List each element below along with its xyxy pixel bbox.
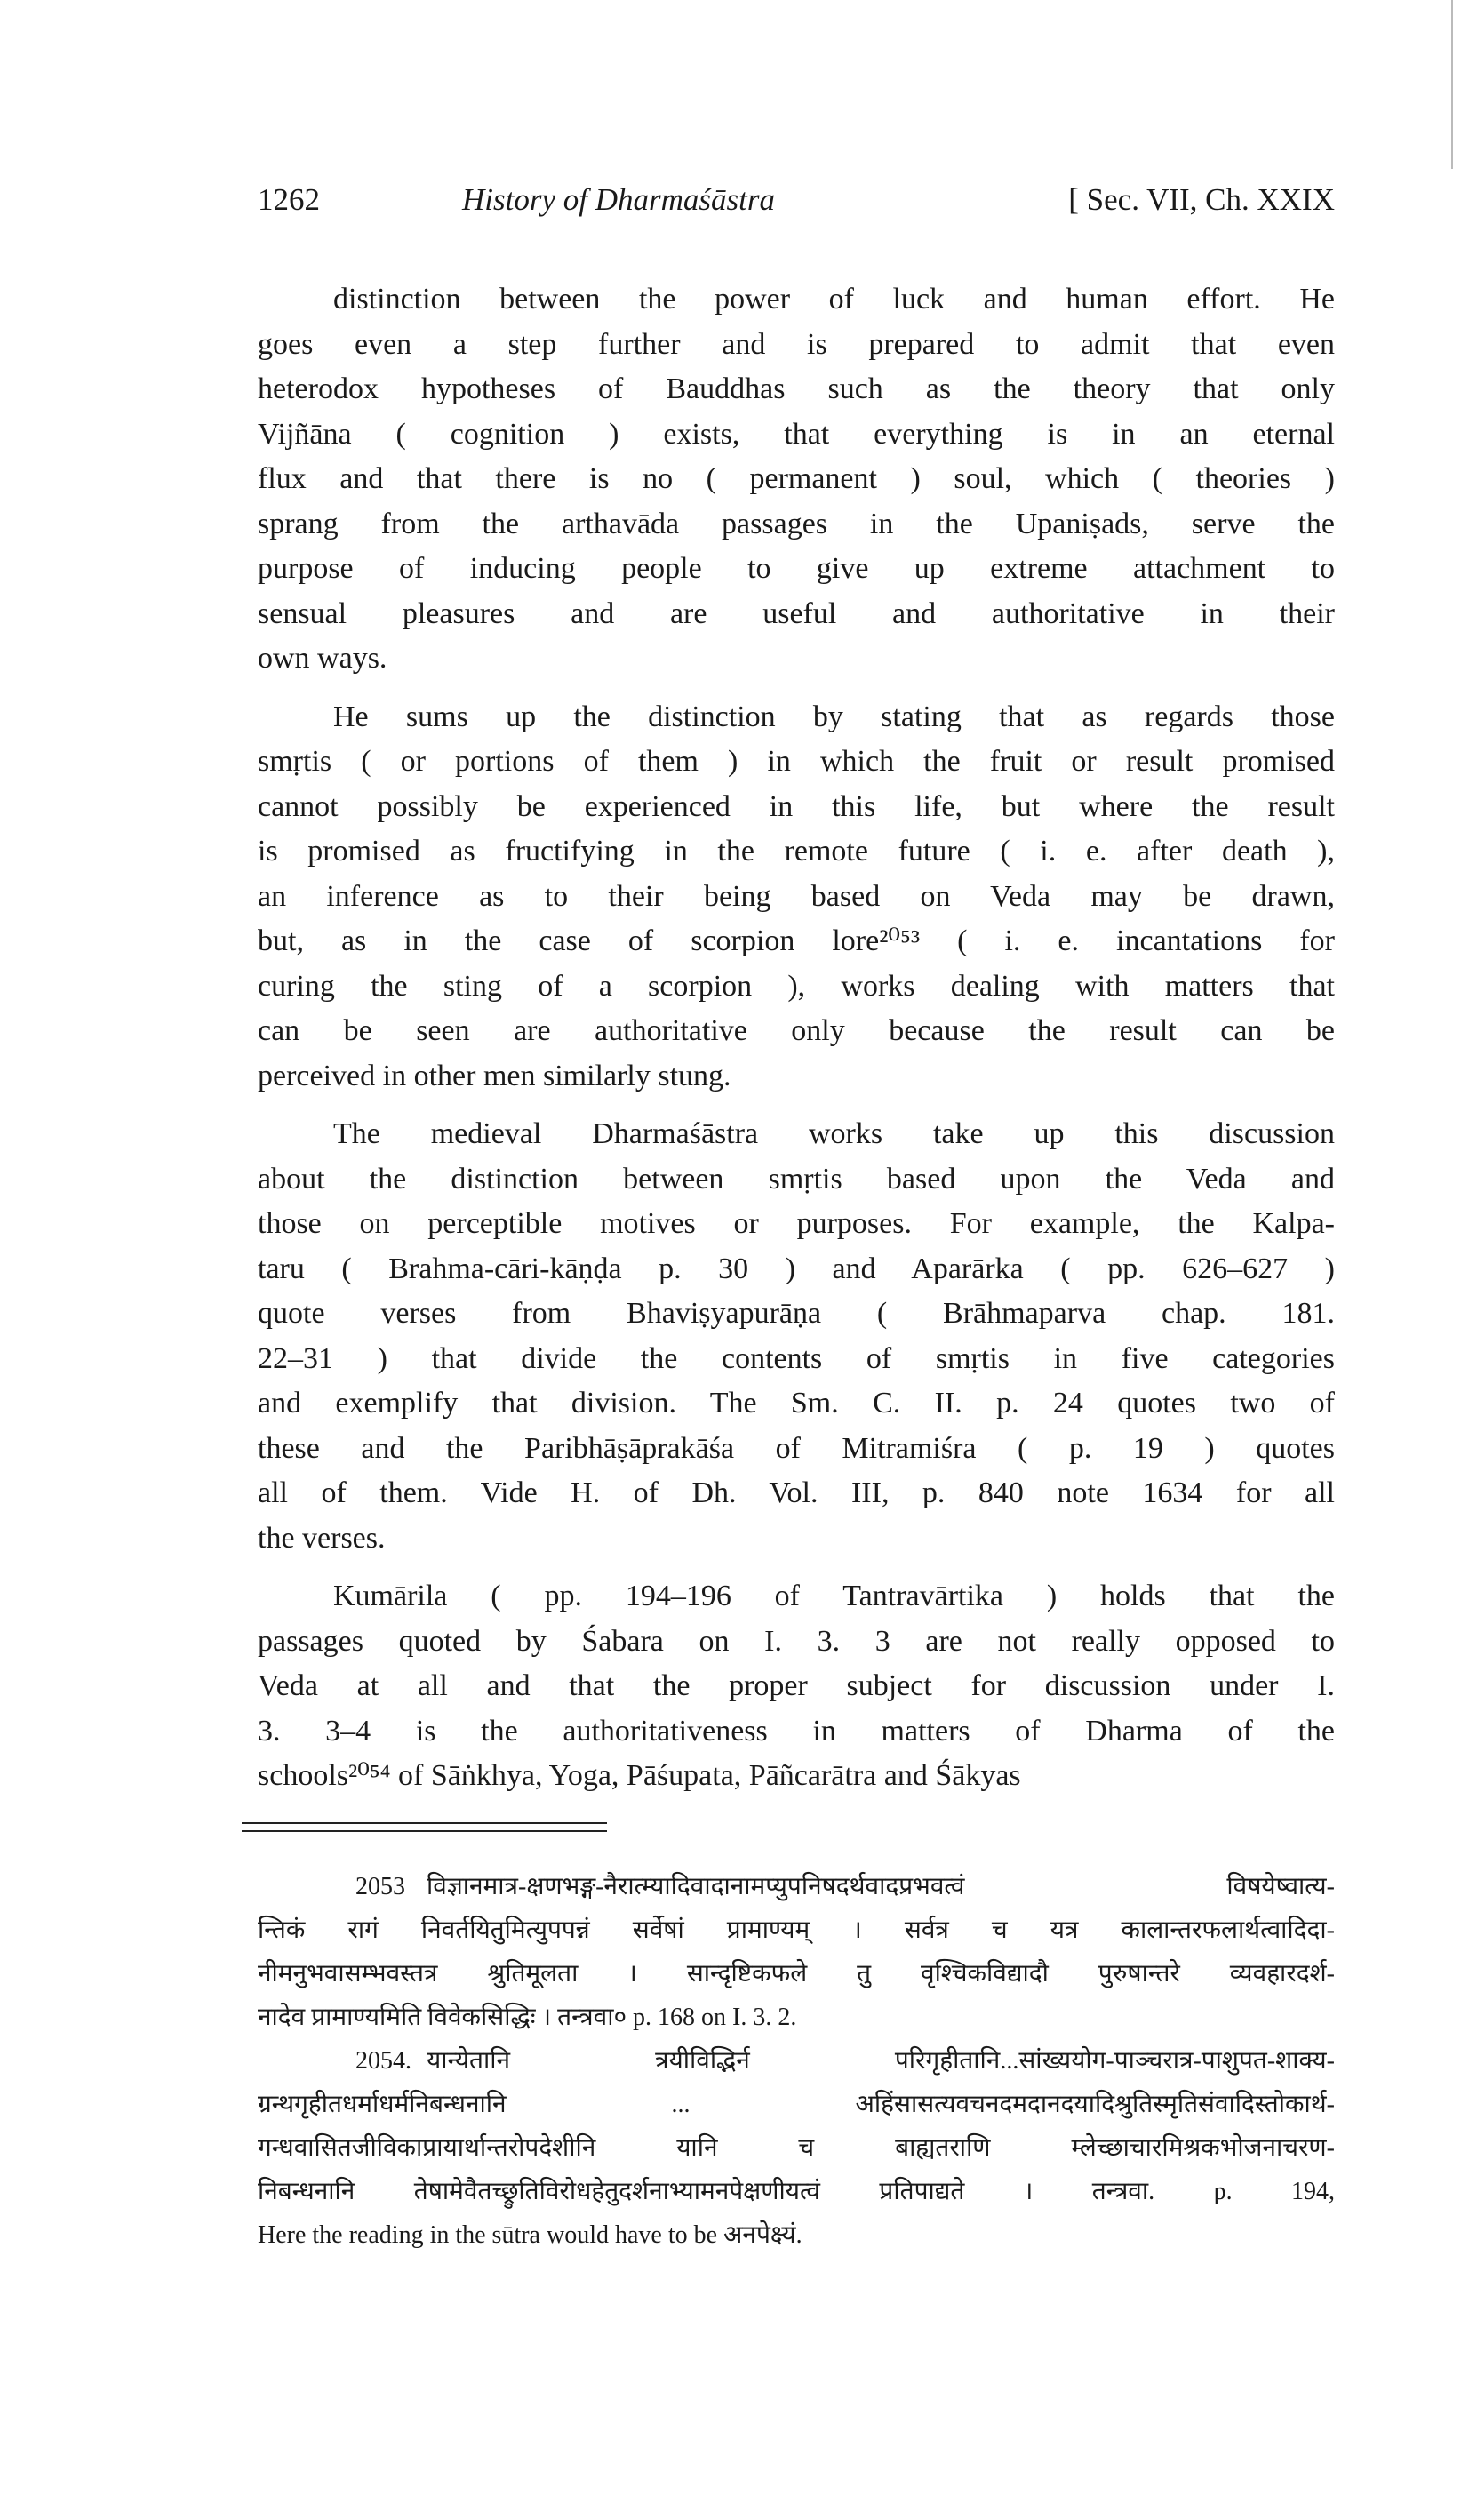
body-text	[258, 277, 1335, 1812]
page-number: 1262	[258, 182, 320, 217]
text-line: own ways.	[258, 642, 387, 675]
text-line: taru ( Brahma-cāri-kāṇḍa p. 30 ) and Aparārka ( pp. 626–627 )	[258, 1252, 1335, 1285]
text-line: perceived in other men similarly stung.	[258, 1059, 731, 1092]
footnote-line: नादेव प्रामाण्यमिति विवेकसिद्धिः । तन्त्रवा० p. 168 on I. 3. 2.	[258, 2004, 797, 2031]
text-line: sprang from the arthavāda passages in the Upaniṣads, serve the	[258, 507, 1335, 540]
footnote-number: 2054.	[355, 2047, 411, 2075]
footnote	[258, 2039, 1335, 2257]
text-line: and exemplify that division. The Sm. C. II. p. 24 quotes two of	[258, 1387, 1335, 1420]
footnote-line	[258, 1865, 1335, 1908]
text-line: flux and that there is no ( permanent ) soul, which ( theories )	[258, 462, 1335, 495]
footnote-line	[258, 2039, 1335, 2083]
text-line: sensual pleasures and are useful and authoritative in their	[258, 596, 1335, 630]
footnote-number: 2053	[355, 1873, 405, 1900]
footnote-rule	[242, 1830, 607, 1832]
footnote-rule	[242, 1822, 607, 1824]
footnote-line: नीमनुभवासम्भवस्तत्र श्रुतिमूलता । सान्दृष्टिकफले तु वृश्चिकविद्यादौ पुरुषान्तरे व्यवहारदर्श-	[258, 1960, 1335, 1988]
paragraph	[258, 277, 1335, 682]
footnote-line: न्तिकं रागं निवर्तयितुमित्युपपन्नं सर्वेषां प्रामाण्यम् । सर्वत्र च यत्र कालान्तरफलार्थत्वादिदा-	[258, 1916, 1335, 1944]
text-line: but, as in the case of scorpion lore²⁰⁵³ ( i. e. incantations for	[258, 924, 1335, 957]
text-line: 3. 3–4 is the authoritativeness in matters of Dharma of the	[258, 1714, 1335, 1748]
text-line: goes even a step further and is prepared to admit that even	[258, 327, 1335, 361]
text-line: The medieval Dharmaśāstra works take up this discussion	[333, 1117, 1335, 1150]
text-line: passages quoted by Śabara on I. 3. 3 are not really opposed to	[258, 1624, 1335, 1658]
text-line: distinction between the power of luck and human effort. He	[333, 283, 1335, 316]
text-line: the verses.	[258, 1521, 386, 1555]
running-title: History of Dharmaśāstra	[462, 182, 775, 217]
text-line: Kumārila ( pp. 194–196 of Tantravārtika ) holds that the	[333, 1580, 1335, 1612]
scan-edge-line	[1451, 0, 1453, 169]
text-line: about the distinction between smṛtis based upon the Veda and	[258, 1162, 1335, 1196]
paragraph	[258, 1574, 1335, 1799]
text-line: cannot possibly be experienced in this life, but where the result	[258, 789, 1335, 823]
text-line: heterodox hypotheses of Bauddhas such as the theory that only	[258, 372, 1335, 405]
text-line: 22–31 ) that divide the contents of smṛtis in five categories	[258, 1341, 1335, 1375]
text-line: quote verses from Bhaviṣyapurāṇa ( Brāhmaparva chap. 181.	[258, 1297, 1335, 1330]
footnote-text: विज्ञानमात्र-क्षणभङ्ग-नैरात्म्यादिवादानामप्युपनिषदर्थवादप्रभवत्वं विषयेष्वात्य-	[427, 1873, 1335, 1900]
text-line: these and the Paribhāṣāprakāśa of Mitramiśra ( p. 19 ) quotes	[258, 1431, 1335, 1465]
text-line: He sums up the distinction by stating that as regards those	[333, 700, 1335, 733]
footnote-text: यान्येतानि त्रयीविद्भिर्न परिगृहीतानि...सांख्ययोग-पाञ्चरात्र-पाशुपत-शाक्य-	[427, 2047, 1335, 2075]
text-line: those on perceptible motives or purposes. For example, the Kalpa-	[258, 1207, 1335, 1240]
footnote-line: निबन्धनानि तेषामेवैतच्छ्रुतिविरोधहेतुदर्शनाभ्यामनपेक्षणीयत्वं प्रतिपाद्यते । तन्त्रवा. p. 194,	[258, 2178, 1335, 2205]
section-reference: [ Sec. VII, Ch. XXIX	[1068, 182, 1335, 217]
footnote	[258, 1865, 1335, 2039]
text-line: curing the sting of a scorpion ), works dealing with matters that	[258, 969, 1335, 1003]
page-header	[258, 182, 1335, 227]
text-line: schools²⁰⁵⁴ of Sāṅkhya, Yoga, Pāśupata, Pāñcarātra and Śākyas	[258, 1759, 1021, 1792]
text-line: Veda at all and that the proper subject for discussion under I.	[258, 1669, 1335, 1702]
text-line: all of them. Vide H. of Dh. Vol. III, p. 840 note 1634 for all	[258, 1476, 1335, 1509]
footnote-line: ग्रन्थगृहीतधर्माधर्मनिबन्धनानि ... अहिंसासत्यवचनदमदानदयादिश्रुतिस्मृतिसंवादिस्तोकार्थ-	[258, 2091, 1335, 2118]
text-line: Vijñāna ( cognition ) exists, that everything is in an eternal	[258, 417, 1335, 451]
text-line: an inference as to their being based on Veda may be drawn,	[258, 879, 1335, 913]
text-line: purpose of inducing people to give up extreme attachment to	[258, 552, 1335, 585]
footnote-line: गन्धवासितजीविकाप्रायार्थान्तरोपदेशीनि यानि च बाह्यतराणि म्लेच्छाचारमिश्रकभोजनाचरण-	[258, 2134, 1335, 2162]
text-line: can be seen are authoritative only because the result can be	[258, 1014, 1335, 1047]
text-line: is promised as fructifying in the remote future ( i. e. after death ),	[258, 835, 1335, 868]
paragraph	[258, 1112, 1335, 1561]
paragraph	[258, 695, 1335, 1100]
footnote-line: Here the reading in the sūtra would have to be अनपेक्ष्यं.	[258, 2221, 802, 2249]
footnotes	[258, 1865, 1335, 2257]
text-line: smṛtis ( or portions of them ) in which the fruit or result promised	[258, 745, 1335, 778]
